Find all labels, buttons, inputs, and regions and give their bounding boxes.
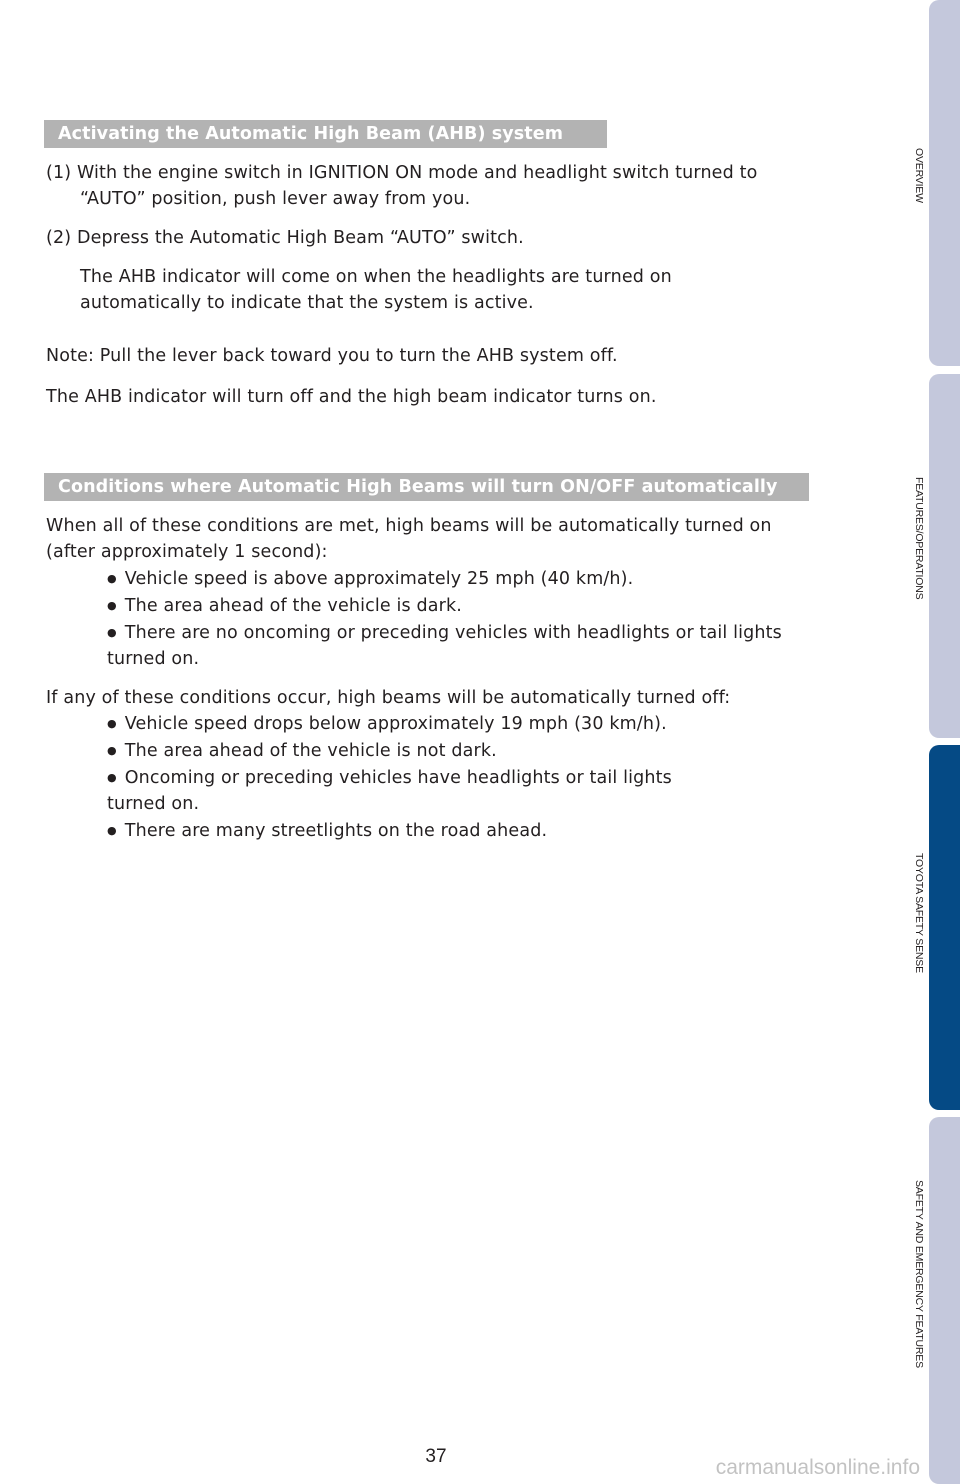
section-header-activating-ahb: Activating the Automatic High Beam (AHB) system [44, 120, 607, 148]
off-bullet-speed: ● Vehicle speed drops below approximately 19 mph (30 km/h). [107, 712, 667, 736]
page-number: 37 [425, 1446, 447, 1467]
indicator-off-line: The AHB indicator will turn off and the high beam indicator turns on. [46, 387, 657, 407]
step-1-line-2: “AUTO” position, push lever away from you. [80, 189, 471, 209]
on-bullet-no-vehicles: ● There are no oncoming or preceding vehicles with headlights or tail lights [107, 621, 782, 645]
step-2-line: (2) Depress the Automatic High Beam “AUTO” switch. [46, 228, 524, 248]
section-header-conditions: Conditions where Automatic High Beams will turn ON/OFF automatically [44, 473, 809, 501]
note-line: Note: Pull the lever back toward you to turn the AHB system off. [46, 346, 618, 366]
on-bullet-speed: ● Vehicle speed is above approximately 25 mph (40 km/h). [107, 567, 633, 591]
side-tab-features-operations[interactable] [929, 374, 960, 738]
side-tab-toyota-safety-sense[interactable] [929, 745, 960, 1110]
on-bullet-no-vehicles-cont: turned on. [107, 649, 200, 669]
off-bullet-vehicles: ● Oncoming or preceding vehicles have headlights or tail lights [107, 766, 672, 790]
off-bullet-vehicles-cont: turned on. [107, 794, 200, 814]
side-tab-label-toyota-safety-sense: TOYOTA SAFETY SENSE [913, 853, 925, 973]
off-bullet-not-dark: ● The area ahead of the vehicle is not dark. [107, 739, 497, 763]
on-intro-line-1: When all of these conditions are met, high beams will be automatically turned on [46, 516, 772, 536]
step-1-line-1: (1) With the engine switch in IGNITION ON mode and headlight switch turned to [46, 163, 758, 183]
on-bullet-dark: ● The area ahead of the vehicle is dark. [107, 594, 462, 618]
side-tab-label-features-operations: FEATURES/OPERATIONS [913, 477, 925, 600]
side-tab-overview[interactable] [929, 0, 960, 366]
off-intro-line: If any of these conditions occur, high beams will be automatically turned off: [46, 688, 731, 708]
side-tab-label-safety-emergency: SAFETY AND EMERGENCY FEATURES [913, 1180, 925, 1368]
side-tab-label-overview: OVERVIEW [913, 148, 925, 203]
indicator-note-line-1: The AHB indicator will come on when the headlights are turned on [80, 267, 672, 287]
off-bullet-streetlights: ● There are many streetlights on the road ahead. [107, 819, 547, 843]
watermark: carmanualsonline.info [715, 1456, 920, 1479]
indicator-note-line-2: automatically to indicate that the system is active. [80, 293, 534, 313]
side-tab-safety-emergency[interactable] [929, 1117, 960, 1484]
on-intro-line-2: (after approximately 1 second): [46, 542, 328, 562]
